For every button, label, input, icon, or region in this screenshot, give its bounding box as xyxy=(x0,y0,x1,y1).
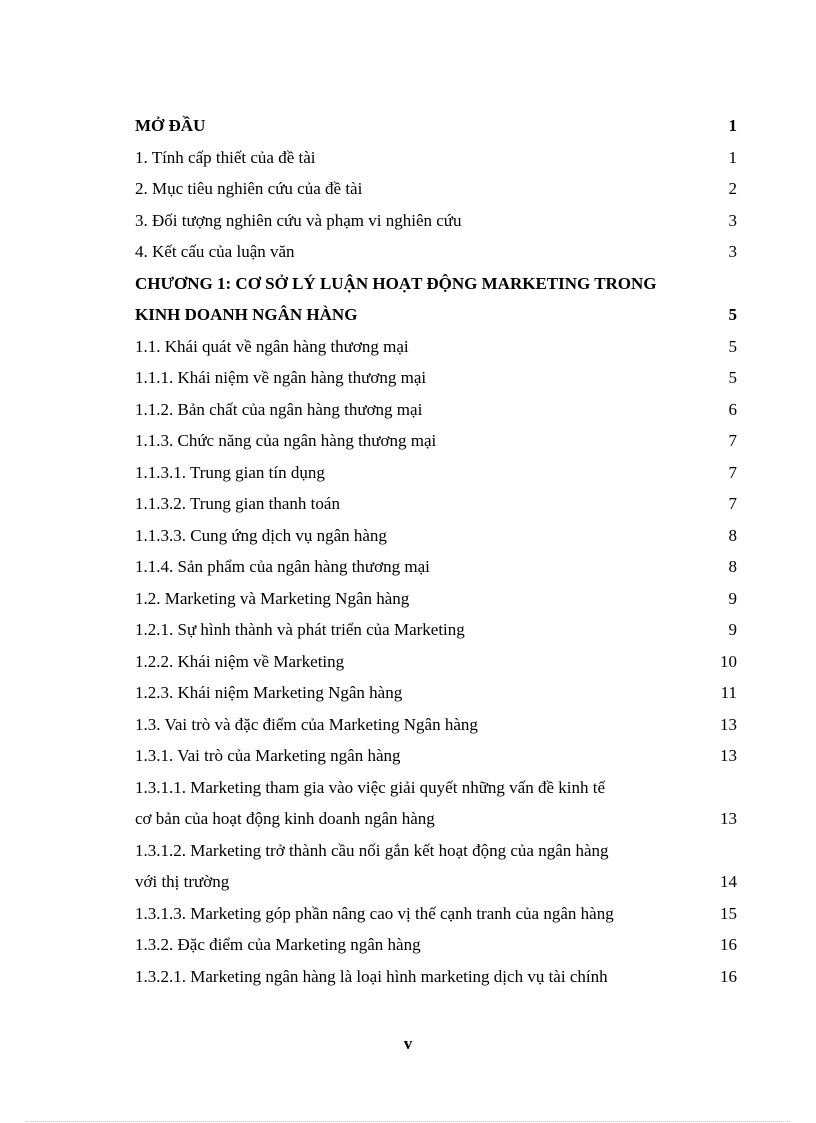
toc-entry xyxy=(135,236,737,268)
toc-entry-title: 1.2.1. Sự hình thành và phát triển của Marketing xyxy=(135,620,465,639)
toc-entry xyxy=(135,677,737,709)
toc-entry-page: 8 xyxy=(728,525,737,545)
toc-entry xyxy=(135,646,737,678)
toc-entry-page: 9 xyxy=(728,620,737,639)
toc-entry-title: 1.1. Khái quát về ngân hàng thương mại xyxy=(135,336,409,356)
toc-entry-page: 1 xyxy=(728,116,737,135)
toc-entry-title: 1.1.3. Chức năng của ngân hàng thương mại xyxy=(135,431,437,450)
toc-entry-wrapped xyxy=(135,835,737,867)
toc-entry-title: CHƯƠNG 1: CƠ SỞ LÝ LUẬN HOẠT ĐỘNG MARKETING TRONG xyxy=(135,273,657,293)
toc-entry xyxy=(135,331,737,363)
toc-entry-page: 5 xyxy=(728,368,737,387)
toc-entry-title: 1.3.2. Đặc điểm của Marketing ngân hàng xyxy=(135,935,421,954)
toc-entry-page: 11 xyxy=(720,683,737,702)
toc-entry xyxy=(135,709,737,741)
toc-entry xyxy=(135,929,737,961)
toc-entry-title: 1.3.1.3. Marketing góp phần nâng cao vị thế cạnh tranh của ngân hàng xyxy=(135,903,614,923)
toc-entry-page: 5 xyxy=(728,336,737,356)
toc-entry xyxy=(135,551,737,583)
toc-entry xyxy=(135,299,737,331)
toc-entry-title: KINH DOANH NGÂN HÀNG xyxy=(135,305,358,324)
page-bottom-divider xyxy=(26,1121,790,1122)
toc-entry-title: 4. Kết cấu của luận văn xyxy=(135,242,295,261)
toc-entry-page: 5 xyxy=(728,305,737,324)
toc-entry xyxy=(135,740,737,772)
toc-entry-title: 1.3.1. Vai trò của Marketing ngân hàng xyxy=(135,746,401,765)
toc-entry xyxy=(135,457,737,489)
toc-entry-page: 2 xyxy=(728,179,737,198)
toc-entry-page: 7 xyxy=(728,494,737,513)
toc-entry-title: 1.1.3.1. Trung gian tín dụng xyxy=(135,462,325,482)
toc-entry-page: 15 xyxy=(720,903,737,923)
toc-entry xyxy=(135,425,737,457)
toc-entry xyxy=(135,205,737,237)
toc-entry-page: 13 xyxy=(720,809,737,828)
toc-entry-page: 16 xyxy=(720,966,737,986)
toc-entry xyxy=(135,362,737,394)
toc-entry-page: 3 xyxy=(728,210,737,230)
toc-entry-title: 2. Mục tiêu nghiên cứu của đề tài xyxy=(135,179,363,198)
toc-entry xyxy=(135,898,737,930)
toc-entry-title: 1.3.2.1. Marketing ngân hàng là loại hình marketing dịch vụ tài chính xyxy=(135,966,608,986)
toc-entry xyxy=(135,961,737,993)
toc-chapter-heading xyxy=(135,268,737,300)
toc-entry-title: 3. Đối tượng nghiên cứu và phạm vi nghiên cứu xyxy=(135,210,462,230)
toc-entry-page: 3 xyxy=(728,242,737,261)
toc-entry-page: 10 xyxy=(720,651,737,671)
toc-entry-title: MỞ ĐẦU xyxy=(135,116,206,135)
toc-entry-page: 1 xyxy=(728,147,737,167)
toc-entry xyxy=(135,488,737,520)
page-number: v xyxy=(403,1034,413,1053)
toc-entry-page: 6 xyxy=(728,399,737,419)
toc-entry-title: 1.2. Marketing và Marketing Ngân hàng xyxy=(135,588,410,608)
toc-entry xyxy=(135,614,737,646)
toc-entry-page: 13 xyxy=(720,746,737,765)
toc-entry xyxy=(135,803,737,835)
toc-entry-title: 1.1.3.2. Trung gian thanh toán xyxy=(135,494,340,513)
toc-entry-page: 8 xyxy=(728,557,737,576)
toc-entry-title: 1.3.1.2. Marketing trở thành cầu nối gắn kết hoạt động của ngân hàng xyxy=(135,840,609,860)
toc-entry-title: 1.2.3. Khái niệm Marketing Ngân hàng xyxy=(135,683,403,702)
toc-entry-title: cơ bản của hoạt động kinh doanh ngân hàng xyxy=(135,809,435,828)
toc-entry-title: 1.1.1. Khái niệm về ngân hàng thương mại xyxy=(135,368,427,387)
toc-entry xyxy=(135,866,737,898)
toc-entry-title: 1.1.4. Sản phẩm của ngân hàng thương mại xyxy=(135,557,430,576)
toc-entry-page: 16 xyxy=(720,935,737,954)
toc-entry-title: với thị trường xyxy=(135,872,230,891)
toc-entry xyxy=(135,110,737,142)
toc-entry-title: 1. Tính cấp thiết của đề tài xyxy=(135,147,316,167)
toc-entry-page: 13 xyxy=(720,714,737,734)
toc-entry-wrapped xyxy=(135,772,737,804)
toc-entry-page: 7 xyxy=(728,431,737,450)
toc-entry-title: 1.1.3.3. Cung ứng dịch vụ ngân hàng xyxy=(135,525,387,545)
toc-entry-page: 14 xyxy=(720,872,737,891)
toc-entry-title: 1.1.2. Bản chất của ngân hàng thương mại xyxy=(135,399,423,419)
toc-entry-page: 7 xyxy=(728,462,737,482)
table-of-contents xyxy=(135,110,737,992)
toc-entry xyxy=(135,173,737,205)
toc-entry-page: 9 xyxy=(728,588,737,608)
toc-entry xyxy=(135,142,737,174)
toc-entry-title: 1.3. Vai trò và đặc điểm của Marketing Ngân hàng xyxy=(135,714,478,734)
toc-entry xyxy=(135,394,737,426)
toc-entry xyxy=(135,520,737,552)
toc-entry-title: 1.3.1.1. Marketing tham gia vào việc giải quyết những vấn đề kinh tế xyxy=(135,777,605,797)
toc-entry-title: 1.2.2. Khái niệm về Marketing xyxy=(135,651,345,671)
toc-entry xyxy=(135,583,737,615)
